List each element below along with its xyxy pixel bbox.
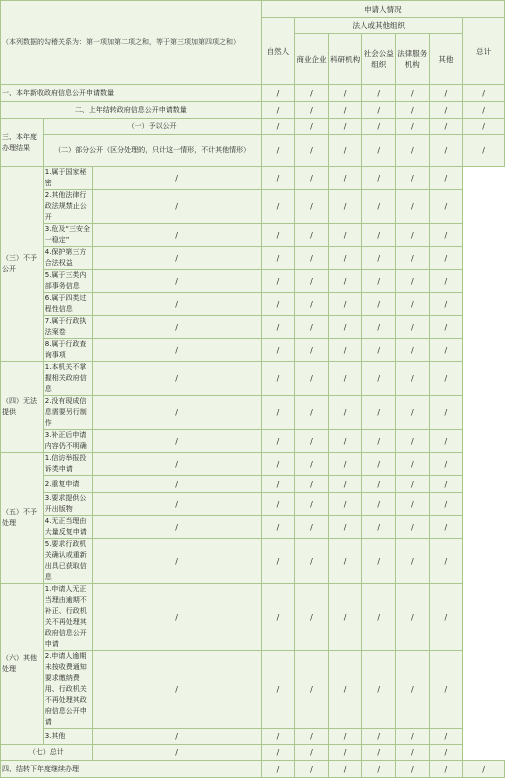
value-cell: / bbox=[396, 316, 430, 339]
value-cell: / bbox=[295, 539, 329, 584]
value-cell: / bbox=[429, 745, 463, 761]
value-cell: / bbox=[92, 362, 261, 396]
value-cell: / bbox=[362, 476, 396, 493]
value-cell: / bbox=[295, 102, 329, 119]
value-cell: / bbox=[92, 745, 261, 761]
value-cell: / bbox=[328, 119, 362, 135]
value-cell: / bbox=[328, 453, 362, 476]
value-cell: / bbox=[429, 493, 463, 516]
value-cell: / bbox=[396, 224, 430, 247]
value-cell: / bbox=[396, 339, 430, 362]
value-cell: / bbox=[429, 729, 463, 745]
value-cell: / bbox=[92, 729, 261, 745]
value-cell: / bbox=[429, 270, 463, 293]
value-cell: / bbox=[328, 476, 362, 493]
header-commercial: 商业企业 bbox=[295, 34, 329, 85]
value-cell: / bbox=[396, 119, 430, 135]
value-cell: / bbox=[328, 729, 362, 745]
value-cell: / bbox=[295, 339, 329, 362]
value-cell: / bbox=[295, 729, 329, 745]
value-cell: / bbox=[92, 430, 261, 453]
value-cell: / bbox=[429, 516, 463, 539]
value-cell: / bbox=[328, 584, 362, 651]
value-cell: / bbox=[328, 396, 362, 430]
value-cell: / bbox=[429, 339, 463, 362]
value-cell: / bbox=[396, 453, 430, 476]
value-cell: / bbox=[295, 362, 329, 396]
value-cell: / bbox=[362, 396, 396, 430]
value-cell: / bbox=[328, 190, 362, 224]
value-cell: / bbox=[463, 102, 505, 119]
value-cell: / bbox=[295, 270, 329, 293]
value-cell: / bbox=[396, 167, 430, 190]
value-cell: / bbox=[92, 584, 261, 651]
row-label-partial: （二）部分公开（区分处理的，只计这一情形，不计其他情形） bbox=[43, 135, 261, 167]
item-label: 1.申请人无正当理由逾期不补正、行政机关不再处理其政府信息公开申请 bbox=[43, 584, 92, 651]
item-label: 1.信访举报投诉类申请 bbox=[43, 453, 92, 476]
value-cell: / bbox=[328, 316, 362, 339]
item-label: 1.本机关不掌握相关政府信息 bbox=[43, 362, 92, 396]
header-legal: 法律服务机构 bbox=[396, 34, 430, 85]
value-cell: / bbox=[362, 745, 396, 761]
value-cell: / bbox=[295, 761, 329, 778]
header-total: 总计 bbox=[463, 18, 505, 85]
value-cell: / bbox=[261, 102, 295, 119]
value-cell: / bbox=[328, 539, 362, 584]
value-cell: / bbox=[396, 651, 430, 729]
value-cell: / bbox=[295, 396, 329, 430]
value-cell: / bbox=[92, 293, 261, 316]
item-label: 2.重复申请 bbox=[43, 476, 92, 493]
value-cell: / bbox=[261, 135, 295, 167]
value-cell: / bbox=[92, 516, 261, 539]
header-other: 其他 bbox=[429, 34, 463, 85]
header-legal-entity: 法人或其他组织 bbox=[295, 18, 463, 34]
value-cell: / bbox=[396, 190, 430, 224]
value-cell: / bbox=[328, 362, 362, 396]
value-cell: / bbox=[362, 247, 396, 270]
value-cell: / bbox=[429, 135, 463, 167]
value-cell: / bbox=[92, 247, 261, 270]
section-label-results: 三、本年度办理结果 bbox=[1, 119, 44, 167]
value-cell: / bbox=[429, 476, 463, 493]
value-cell: / bbox=[396, 270, 430, 293]
value-cell: / bbox=[261, 476, 295, 493]
item-label: 5.属于三类内部事务信息 bbox=[43, 270, 92, 293]
value-cell: / bbox=[295, 516, 329, 539]
value-cell: / bbox=[328, 293, 362, 316]
group-other-label: （六）其他处理 bbox=[1, 584, 44, 745]
header-note: （本列数据的勾稽关系为：第一项加第二项之和，等于第三项加第四项之和） bbox=[1, 1, 262, 85]
value-cell: / bbox=[328, 270, 362, 293]
item-label: 2.没有现成信息需要另行制作 bbox=[43, 396, 92, 430]
group-withheld-label: （三）不予公开 bbox=[1, 167, 44, 362]
value-cell: / bbox=[295, 247, 329, 270]
value-cell: / bbox=[396, 135, 430, 167]
value-cell: / bbox=[429, 190, 463, 224]
value-cell: / bbox=[362, 362, 396, 396]
value-cell: / bbox=[92, 270, 261, 293]
value-cell: / bbox=[261, 247, 295, 270]
item-label: 3.补正后申请内容仍不明确 bbox=[43, 430, 92, 453]
item-label: 2.其他法律行政法规禁止公开 bbox=[43, 190, 92, 224]
value-cell: / bbox=[429, 247, 463, 270]
value-cell: / bbox=[295, 167, 329, 190]
value-cell: / bbox=[362, 761, 396, 778]
value-cell: / bbox=[261, 167, 295, 190]
value-cell: / bbox=[328, 224, 362, 247]
value-cell: / bbox=[362, 167, 396, 190]
value-cell: / bbox=[328, 651, 362, 729]
value-cell: / bbox=[92, 539, 261, 584]
value-cell: / bbox=[396, 102, 430, 119]
value-cell: / bbox=[429, 453, 463, 476]
value-cell: / bbox=[362, 651, 396, 729]
value-cell: / bbox=[261, 270, 295, 293]
item-label: 3.其他 bbox=[43, 729, 92, 745]
value-cell: / bbox=[396, 493, 430, 516]
item-label: 7.属于行政执法案卷 bbox=[43, 316, 92, 339]
item-label: 8.属于行政查询事项 bbox=[43, 339, 92, 362]
value-cell: / bbox=[396, 430, 430, 453]
value-cell: / bbox=[362, 316, 396, 339]
value-cell: / bbox=[92, 167, 261, 190]
value-cell: / bbox=[396, 761, 430, 778]
value-cell: / bbox=[362, 430, 396, 453]
value-cell: / bbox=[92, 453, 261, 476]
value-cell: / bbox=[261, 396, 295, 430]
value-cell: / bbox=[295, 476, 329, 493]
value-cell: / bbox=[92, 396, 261, 430]
item-label: 4.无正当理由大量反复申请 bbox=[43, 516, 92, 539]
value-cell: / bbox=[328, 745, 362, 761]
value-cell: / bbox=[295, 85, 329, 102]
value-cell: / bbox=[396, 293, 430, 316]
value-cell: / bbox=[328, 247, 362, 270]
value-cell: / bbox=[92, 476, 261, 493]
value-cell: / bbox=[429, 167, 463, 190]
value-cell: / bbox=[295, 430, 329, 453]
value-cell: / bbox=[261, 316, 295, 339]
value-cell: / bbox=[261, 224, 295, 247]
value-cell: / bbox=[429, 539, 463, 584]
value-cell: / bbox=[362, 516, 396, 539]
value-cell: / bbox=[295, 293, 329, 316]
value-cell: / bbox=[429, 430, 463, 453]
value-cell: / bbox=[261, 119, 295, 135]
value-cell: / bbox=[396, 396, 430, 430]
row-label-total: （七）总计 bbox=[1, 745, 93, 761]
value-cell: / bbox=[362, 453, 396, 476]
value-cell: / bbox=[396, 247, 430, 270]
value-cell: / bbox=[261, 453, 295, 476]
item-label: 4.保护第三方合法权益 bbox=[43, 247, 92, 270]
value-cell: / bbox=[396, 516, 430, 539]
value-cell: / bbox=[92, 224, 261, 247]
value-cell: / bbox=[261, 761, 295, 778]
value-cell: / bbox=[261, 85, 295, 102]
value-cell: / bbox=[362, 190, 396, 224]
value-cell: / bbox=[362, 224, 396, 247]
value-cell: / bbox=[362, 293, 396, 316]
value-cell: / bbox=[429, 316, 463, 339]
value-cell: / bbox=[362, 729, 396, 745]
group-unavailable-label: （四）无法提供 bbox=[1, 362, 44, 453]
value-cell: / bbox=[92, 190, 261, 224]
value-cell: / bbox=[261, 293, 295, 316]
value-cell: / bbox=[261, 190, 295, 224]
value-cell: / bbox=[261, 362, 295, 396]
value-cell: / bbox=[362, 339, 396, 362]
header-applicant: 申请人情况 bbox=[261, 1, 504, 18]
value-cell: / bbox=[92, 316, 261, 339]
value-cell: / bbox=[362, 270, 396, 293]
value-cell: / bbox=[328, 102, 362, 119]
value-cell: / bbox=[429, 362, 463, 396]
value-cell: / bbox=[261, 516, 295, 539]
value-cell: / bbox=[295, 584, 329, 651]
item-label: 2.申请人逾期未按收费通知要求缴纳费用、行政机关不再处理其政府信息公开申请 bbox=[43, 651, 92, 729]
value-cell: / bbox=[295, 224, 329, 247]
value-cell: / bbox=[429, 761, 463, 778]
value-cell: / bbox=[295, 190, 329, 224]
value-cell: / bbox=[396, 85, 430, 102]
value-cell: / bbox=[396, 539, 430, 584]
value-cell: / bbox=[396, 362, 430, 396]
value-cell: / bbox=[396, 476, 430, 493]
value-cell: / bbox=[429, 119, 463, 135]
value-cell: / bbox=[463, 119, 505, 135]
header-natural-person: 自然人 bbox=[261, 18, 295, 85]
value-cell: / bbox=[463, 761, 505, 778]
value-cell: / bbox=[429, 224, 463, 247]
value-cell: / bbox=[261, 493, 295, 516]
value-cell: / bbox=[328, 85, 362, 102]
value-cell: / bbox=[429, 396, 463, 430]
value-cell: / bbox=[261, 729, 295, 745]
group-not-processed-label: （五）不予处理 bbox=[1, 453, 44, 584]
header-social: 社会公益组织 bbox=[362, 34, 396, 85]
item-label: 5.要求行政机关确认或重新出具已获取信息 bbox=[43, 539, 92, 584]
value-cell: / bbox=[295, 316, 329, 339]
value-cell: / bbox=[429, 293, 463, 316]
value-cell: / bbox=[362, 102, 396, 119]
value-cell: / bbox=[261, 539, 295, 584]
value-cell: / bbox=[295, 493, 329, 516]
item-label: 1.属于国家秘密 bbox=[43, 167, 92, 190]
value-cell: / bbox=[295, 119, 329, 135]
value-cell: / bbox=[362, 539, 396, 584]
value-cell: / bbox=[92, 339, 261, 362]
value-cell: / bbox=[295, 651, 329, 729]
value-cell: / bbox=[396, 729, 430, 745]
value-cell: / bbox=[429, 651, 463, 729]
value-cell: / bbox=[362, 584, 396, 651]
value-cell: / bbox=[295, 135, 329, 167]
header-research: 科研机构 bbox=[328, 34, 362, 85]
value-cell: / bbox=[328, 135, 362, 167]
value-cell: / bbox=[261, 745, 295, 761]
value-cell: / bbox=[396, 745, 430, 761]
item-label: 3.危及“三安全一稳定” bbox=[43, 224, 92, 247]
value-cell: / bbox=[295, 745, 329, 761]
value-cell: / bbox=[362, 85, 396, 102]
value-cell: / bbox=[429, 584, 463, 651]
value-cell: / bbox=[261, 339, 295, 362]
row-label-next-year: 四、结转下年度继续办理 bbox=[1, 761, 262, 778]
value-cell: / bbox=[429, 102, 463, 119]
value-cell: / bbox=[328, 167, 362, 190]
value-cell: / bbox=[261, 584, 295, 651]
value-cell: / bbox=[295, 453, 329, 476]
value-cell: / bbox=[328, 516, 362, 539]
item-label: 3.要求提供公开出版物 bbox=[43, 493, 92, 516]
value-cell: / bbox=[92, 651, 261, 729]
value-cell: / bbox=[328, 430, 362, 453]
value-cell: / bbox=[429, 85, 463, 102]
value-cell: / bbox=[328, 761, 362, 778]
value-cell: / bbox=[362, 135, 396, 167]
value-cell: / bbox=[463, 85, 505, 102]
value-cell: / bbox=[362, 493, 396, 516]
row-label-carryover: 二、上年结转政府信息公开申请数量 bbox=[1, 102, 262, 119]
value-cell: / bbox=[396, 584, 430, 651]
value-cell: / bbox=[261, 651, 295, 729]
value-cell: / bbox=[328, 493, 362, 516]
value-cell: / bbox=[261, 430, 295, 453]
value-cell: / bbox=[92, 493, 261, 516]
row-label-new: 一、本年新收政府信息公开申请数量 bbox=[1, 85, 262, 102]
value-cell: / bbox=[362, 119, 396, 135]
item-label: 6.属于四类过程性信息 bbox=[43, 293, 92, 316]
value-cell: / bbox=[463, 135, 505, 167]
row-label-disclose: （一）予以公开 bbox=[43, 119, 261, 135]
value-cell: / bbox=[328, 339, 362, 362]
